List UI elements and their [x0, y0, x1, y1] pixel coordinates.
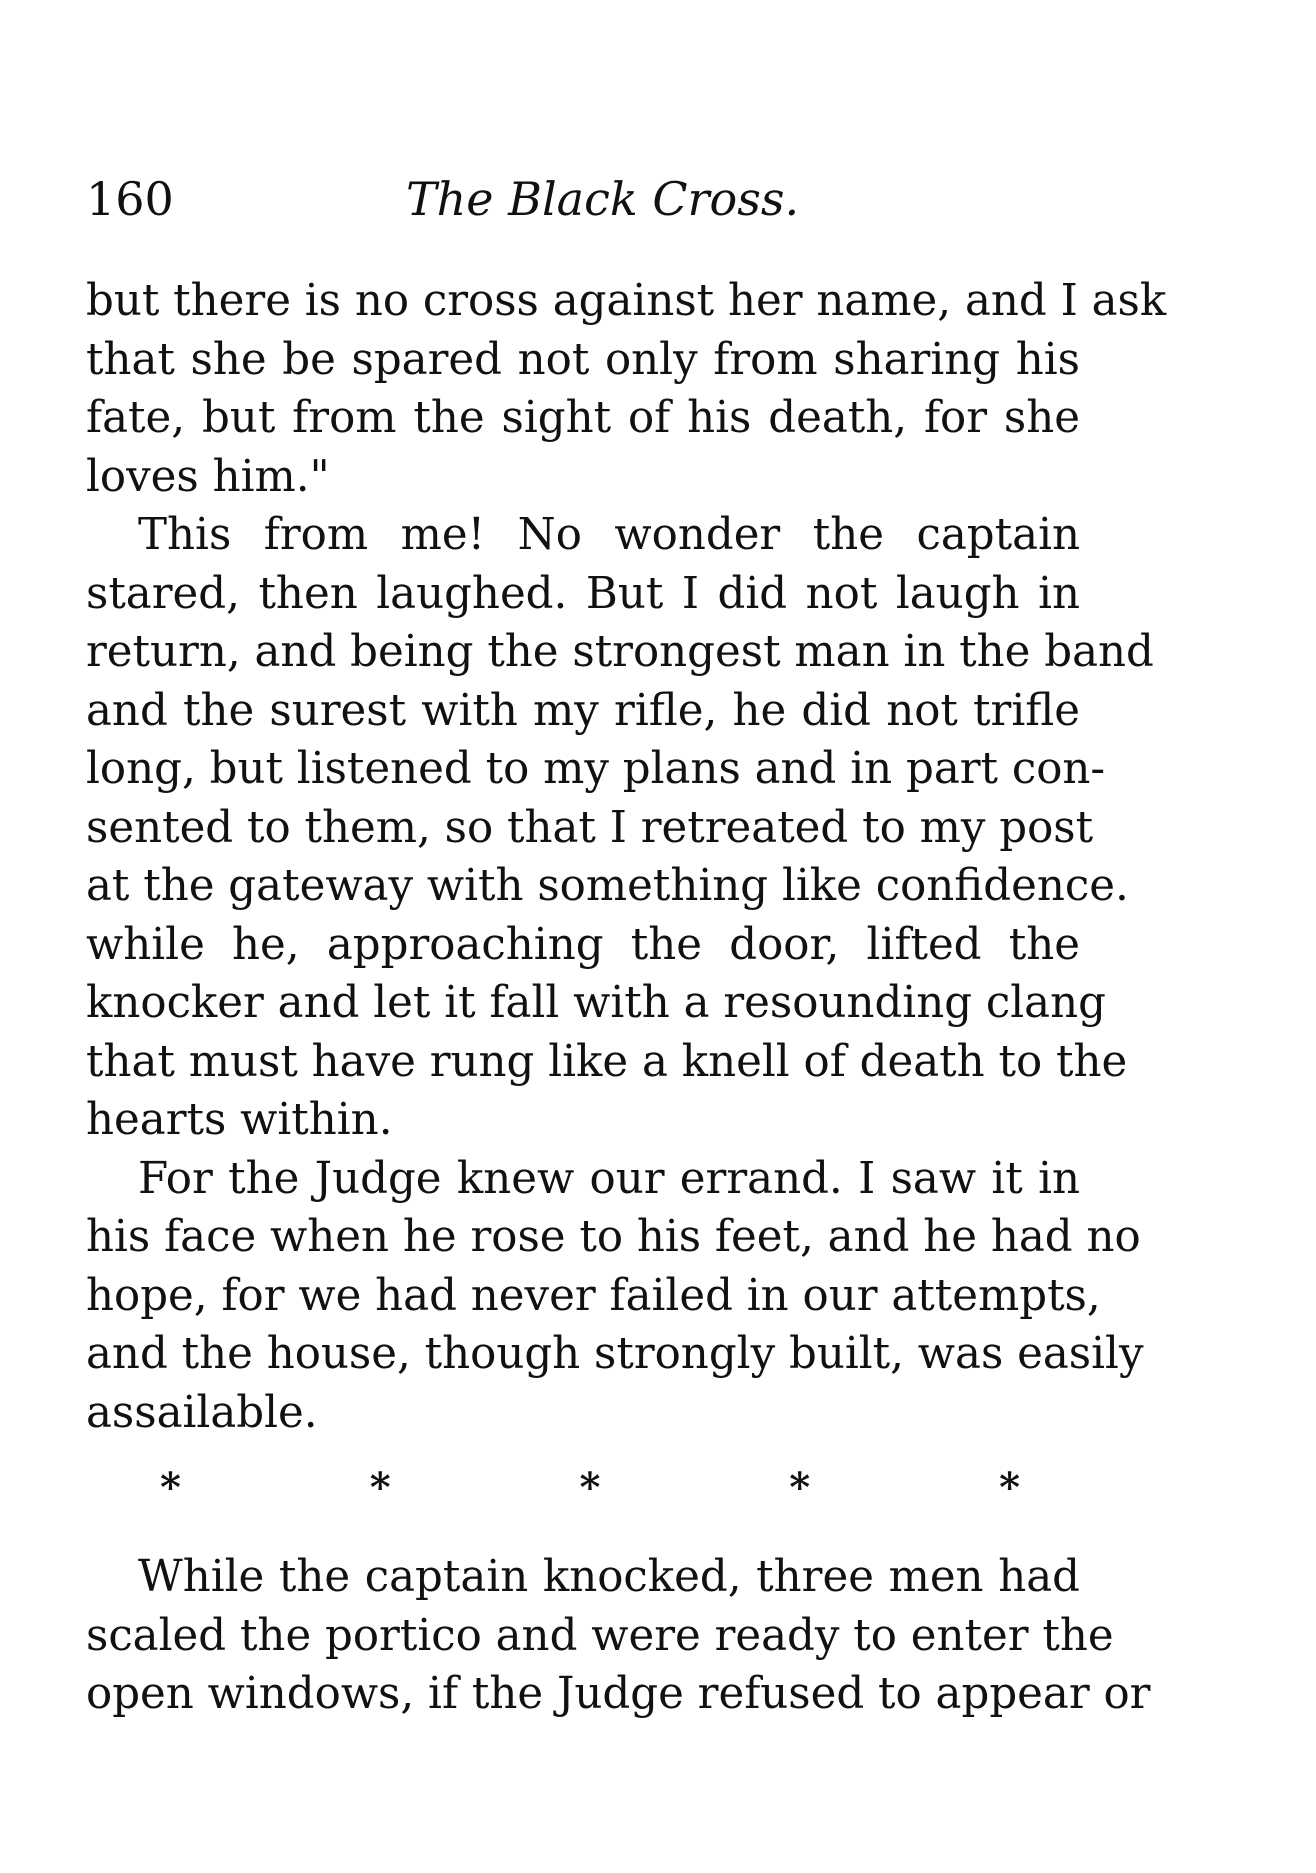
text-line: fate, but from the sight of his death, for she: [86, 393, 1080, 443]
text-line: open windows, if the Judge refused to appear or: [86, 1669, 1151, 1719]
page-header: [86, 168, 1086, 230]
text-line: loves him.": [86, 451, 330, 502]
text-line: his face when he rose to his feet, and he had no: [86, 1212, 1141, 1262]
text-line: return, and being the strongest man in the band: [86, 627, 1154, 677]
text-line: and the surest with my rifle, he did not trifle: [86, 685, 1080, 736]
text-line: long, but listened to my plans and in part con-: [86, 744, 1106, 794]
running-title: The Black Cross.: [406, 172, 800, 226]
paragraph-2: [86, 506, 1154, 1150]
asterisk-ornament: *: [369, 1464, 391, 1511]
text-line: knocker and let it fall with a resounding clang: [86, 978, 1106, 1028]
text-line: stared, then laughed. But I did not laugh in: [86, 568, 1080, 619]
paragraph-3: [86, 1150, 1144, 1443]
paragraph-4: [86, 1548, 1151, 1724]
text-line: hope, for we had never failed in our attempts,: [86, 1270, 1101, 1321]
text-line: This from me! No wonder the captain: [138, 510, 1080, 560]
text-line: While the captain knocked, three men had: [138, 1552, 1080, 1602]
page-number: 160: [86, 172, 174, 226]
asterisk-ornament: *: [789, 1464, 811, 1511]
text-line: For the Judge knew our errand. I saw it in: [138, 1153, 1080, 1204]
paragraph-1: [86, 272, 1167, 506]
text-line: hearts within.: [86, 1095, 393, 1145]
text-line: sented to them, so that I retreated to my post: [86, 802, 1094, 853]
text-line: that she be spared not only from sharing his: [86, 334, 1080, 385]
text-line: assailable.: [86, 1387, 318, 1438]
text-line: and the house, though strongly built, was easily: [86, 1329, 1144, 1379]
body-text: [86, 272, 1167, 1442]
asterisk-ornament: *: [160, 1464, 181, 1511]
text-line: at the gateway with something like confidence.: [86, 861, 1129, 911]
section-break: [160, 1464, 1020, 1511]
asterisk-ornament: *: [999, 1464, 1020, 1511]
text-line: scaled the portico and were ready to enter the: [86, 1610, 1114, 1661]
text-line: but there is no cross against her name, and I ask: [86, 276, 1167, 326]
text-line: while he, approaching the door, lifted the: [86, 919, 1080, 970]
asterisk-ornament: *: [579, 1464, 601, 1511]
text-line: that must have rung like a knell of death to the: [86, 1036, 1128, 1087]
